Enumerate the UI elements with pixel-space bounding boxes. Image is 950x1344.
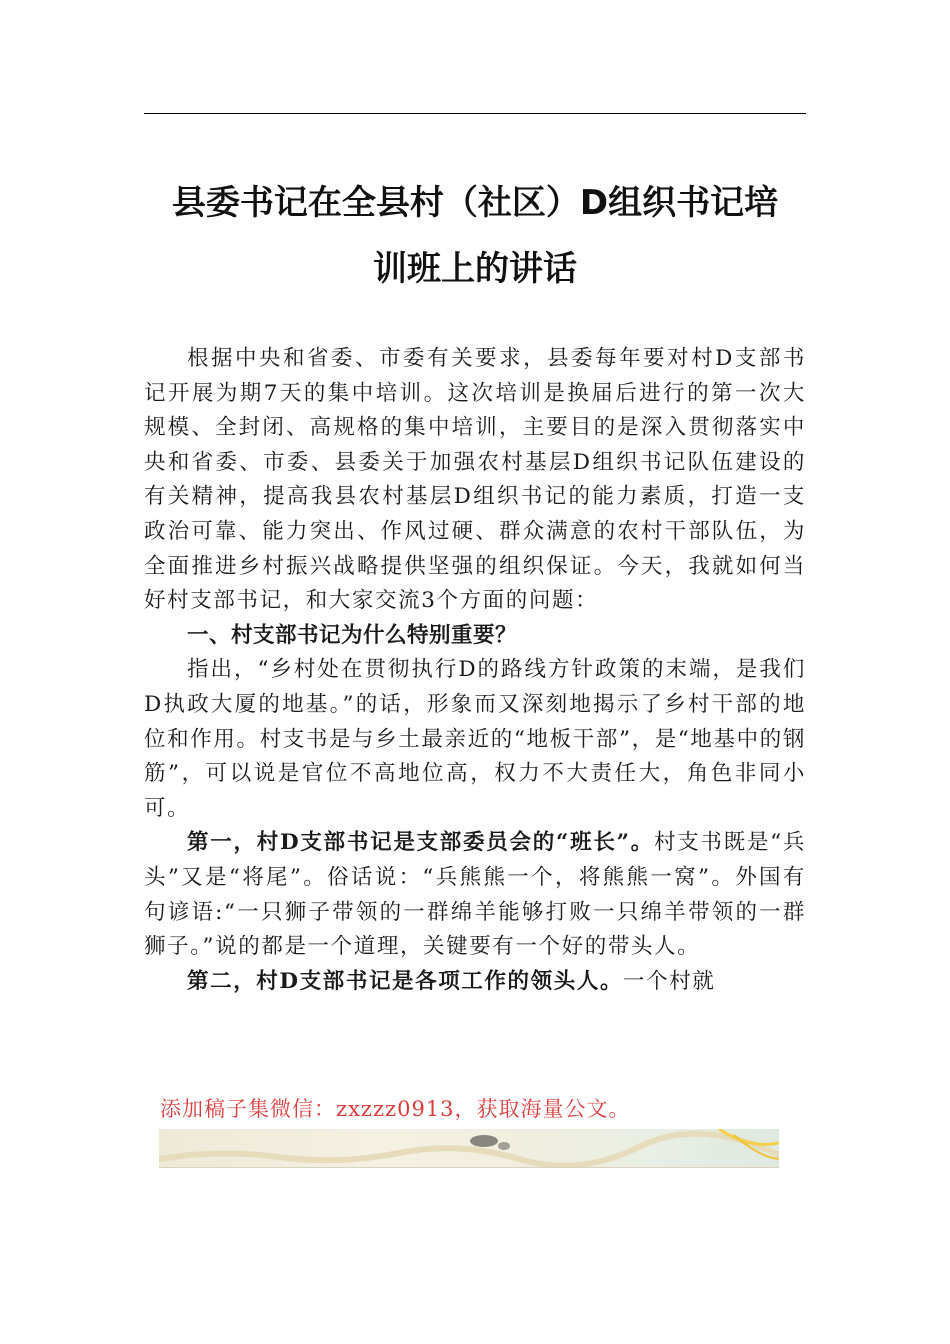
- banner-image: [159, 1129, 779, 1168]
- title-line-2: 训班上的讲话: [373, 249, 577, 289]
- promo-text: 添加稿子集微信：zxzzz0913，获取海量公文。: [160, 1097, 631, 1121]
- document-title: [144, 170, 806, 302]
- paragraph-point-1: [144, 826, 806, 964]
- top-rule: [144, 113, 806, 114]
- point-2-lead: 第二，村D支部书记是各项工作的领头人。: [187, 968, 624, 994]
- paragraph-importance: 指出，“乡村处在贯彻执行D的路线方针政策的末端，是我们D执政大厦的地基。”的话，形象而又深刻地揭示了乡村干部的地位和作用。村支书是与乡土最亲近的“地板干部”，是“地基中的钢筋”，可以说是官位不高地位高，权力不大责任大，角色非同小可。: [144, 657, 806, 821]
- paragraph-intro: 根据中央和省委、市委有关要求，县委每年要对村D支部书记开展为期7天的集中培训。这次培训是换届后进行的第一次大规模、全封闭、高规格的集中培训，主要目的是深入贯彻落实中央和省委、市委、县委关于加强农村基层D组织书记队伍建设的有关精神，提高我县农村基层D组织书记的能力素质，打造一支政治可靠、能力突出、作风过硬、群众满意的农村干部队伍，为全面推进乡村振兴战略提供坚强的组织保证。今天，我就如何当好村支部书记，和大家交流3个方面的问题：: [144, 346, 806, 614]
- title-line-1: 县委书记在全县村（社区）D组织书记培: [171, 183, 779, 223]
- point-1-text: 村支书既是“兵头”又是“将尾”。俗话说：“兵熊熊一个，将熊熊一窝”。外国有句谚语:“一只狮子带领的一群绵羊能够打败一只绵羊带领的一群狮子。”说的都是一个道理，关键要有一个好的带头人。: [144, 830, 806, 960]
- point-2-text: 一个村就: [623, 968, 716, 994]
- paragraph-point-2: [144, 965, 806, 1000]
- section-heading-1: 一、村支部书记为什么特别重要？: [187, 622, 518, 648]
- banner-decoration: [159, 1129, 779, 1167]
- document-body: [144, 342, 806, 999]
- point-1-lead: 第一，村D支部书记是支部委员会的“班长”。: [187, 830, 654, 856]
